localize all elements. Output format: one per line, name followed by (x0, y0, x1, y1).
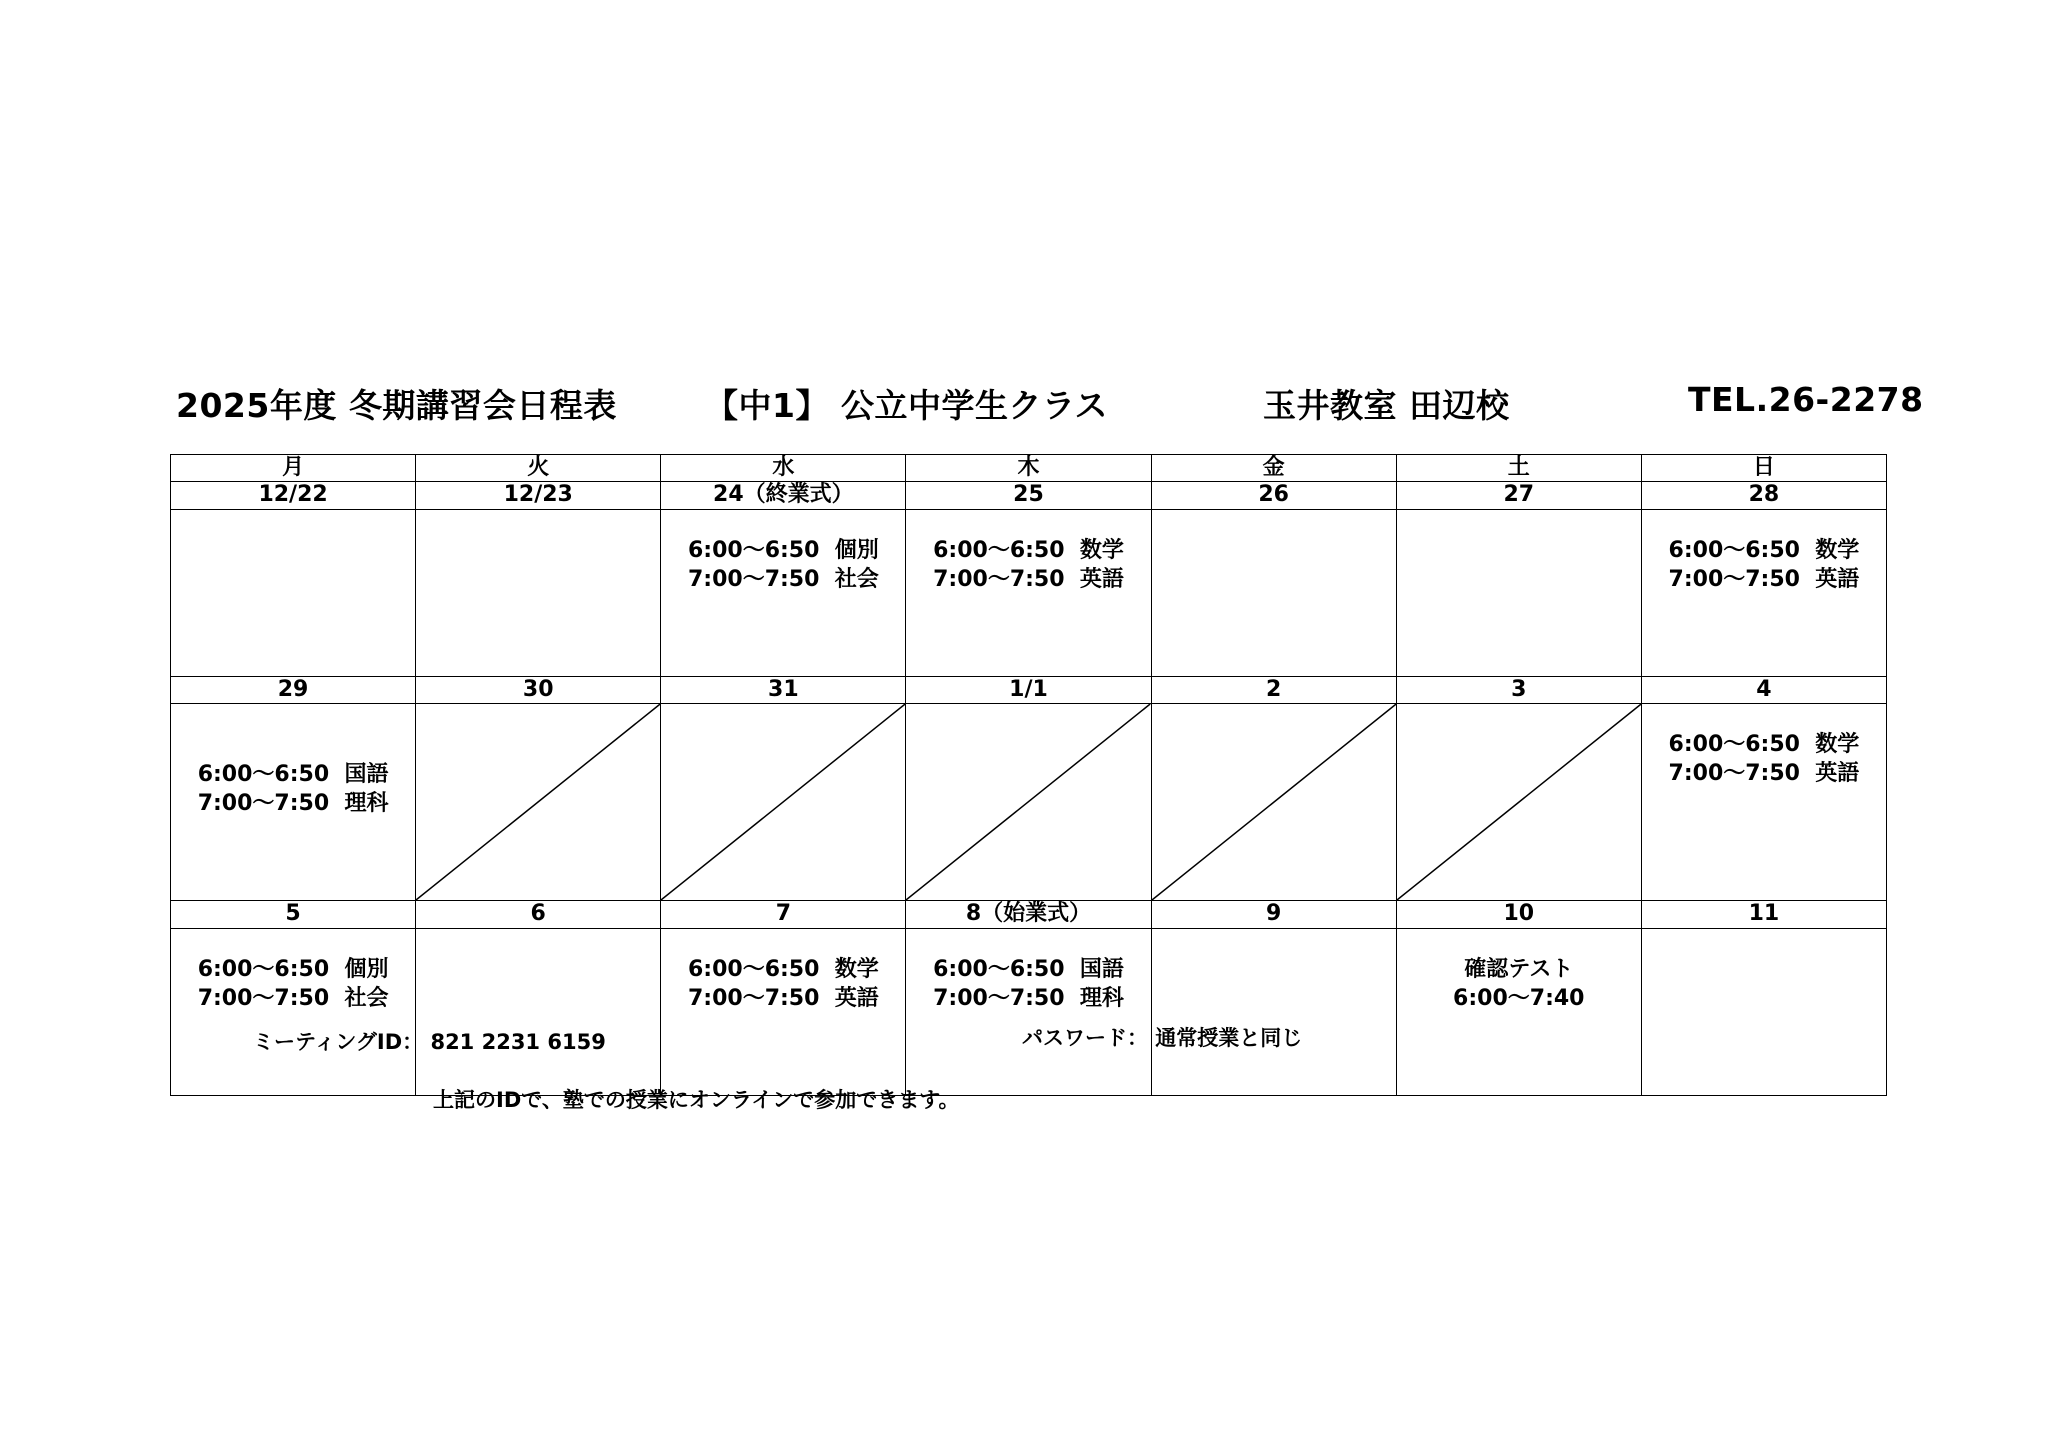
date-cell: 10 (1396, 901, 1641, 928)
lesson-line: 6:00～6:50 個別 (197, 956, 389, 982)
weekday-header-cell: 水 (661, 455, 906, 482)
date-cell: 11 (1641, 901, 1886, 928)
weekday-header-cell: 日 (1641, 455, 1886, 482)
date-cell: 2 (1151, 676, 1396, 703)
test-info (1453, 955, 1584, 1013)
lesson-row (171, 509, 1887, 676)
lesson-cell (906, 509, 1151, 676)
password-note: パスワード： 通常授業と同じ (1022, 1026, 1303, 1050)
lesson-line: 7:00～7:50 英語 (933, 566, 1124, 592)
class-name: 【中1】 公立中学生クラス (705, 386, 1108, 425)
schedule-title: 2025年度 冬期講習会日程表 (176, 386, 617, 425)
date-row (171, 676, 1887, 703)
lesson-times (198, 760, 389, 818)
lesson-times (198, 955, 389, 1013)
lesson-cell (416, 928, 661, 1095)
date-cell: 26 (1151, 482, 1396, 509)
lesson-times (688, 536, 879, 594)
date-row (171, 482, 1887, 509)
lesson-times (933, 536, 1124, 594)
lesson-cell (416, 509, 661, 676)
date-cell: 27 (1396, 482, 1641, 509)
weekday-header-cell: 月 (171, 455, 416, 482)
date-cell: 1/1 (906, 676, 1151, 703)
date-row (171, 901, 1887, 928)
date-cell: 28 (1641, 482, 1886, 509)
lesson-line: 7:00～7:50 英語 (687, 985, 879, 1011)
lesson-cell (1396, 509, 1641, 676)
lesson-line: 6:00～6:50 数学 (1668, 732, 1860, 758)
lesson-cell (1151, 928, 1396, 1095)
lesson-cell (1641, 509, 1886, 676)
weekday-header-cell: 木 (906, 455, 1151, 482)
date-cell: 12/22 (171, 482, 416, 509)
lesson-line: 7:00～7:50 社会 (197, 985, 389, 1011)
closed-slash-icon (416, 704, 660, 900)
lesson-line: 7:00～7:50 社会 (687, 566, 879, 592)
date-cell: 25 (906, 482, 1151, 509)
lesson-line: 7:00～7:50 理科 (933, 985, 1124, 1011)
weekday-header-cell: 金 (1151, 455, 1396, 482)
closed-slash-icon (1152, 704, 1396, 900)
lesson-cell (1641, 704, 1886, 901)
closed-slash-icon (661, 704, 905, 900)
lesson-line: 7:00～7:50 理科 (197, 791, 389, 817)
lesson-cell (1396, 928, 1641, 1095)
lesson-line: 7:00～7:50 英語 (1668, 761, 1860, 787)
closed-day-cell (1396, 704, 1641, 901)
lesson-line: 6:00～6:50 国語 (197, 762, 389, 788)
online-class-note: 上記のIDで、塾での授業にオンラインで参加できます。 (433, 1088, 960, 1112)
closed-day-cell (661, 704, 906, 901)
date-cell: 24（終業式） (661, 482, 906, 509)
lesson-cell (1151, 509, 1396, 676)
lesson-line: 6:00～6:50 数学 (1668, 537, 1860, 563)
lesson-cell (661, 928, 906, 1095)
date-cell: 5 (171, 901, 416, 928)
closed-day-cell (416, 704, 661, 901)
lesson-cell (171, 704, 416, 901)
schedule-table (170, 454, 1887, 1096)
telephone-number: TEL.26-2278 (1688, 380, 1924, 419)
lesson-times (933, 955, 1124, 1013)
lesson-cell (661, 509, 906, 676)
weekday-header-cell: 火 (416, 455, 661, 482)
date-cell: 29 (171, 676, 416, 703)
lesson-line: 6:00～6:50 数学 (687, 956, 879, 982)
lesson-row (171, 928, 1887, 1095)
date-cell: 3 (1396, 676, 1641, 703)
lesson-times (1669, 730, 1860, 788)
lesson-row (171, 704, 1887, 901)
weekday-header-cell: 土 (1396, 455, 1641, 482)
date-cell: 4 (1641, 676, 1886, 703)
closed-day-cell (1151, 704, 1396, 901)
date-cell: 8（始業式） (906, 901, 1151, 928)
date-cell: 31 (661, 676, 906, 703)
date-cell: 12/23 (416, 482, 661, 509)
lesson-cell (171, 509, 416, 676)
closed-day-cell (906, 704, 1151, 901)
lesson-line: 確認テスト (1464, 956, 1574, 982)
lesson-cell (1641, 928, 1886, 1095)
lesson-cell (906, 928, 1151, 1095)
date-cell: 7 (661, 901, 906, 928)
closed-slash-icon (906, 704, 1150, 900)
weekday-header-row (171, 455, 1887, 482)
date-cell: 6 (416, 901, 661, 928)
date-cell: 9 (1151, 901, 1396, 928)
lesson-line: 6:00～6:50 数学 (933, 537, 1124, 563)
school-name: 玉井教室 田辺校 (1263, 386, 1510, 425)
meeting-id: ミーティングID： 821 2231 6159 (253, 1030, 606, 1054)
lesson-times (688, 955, 879, 1013)
lesson-times (1669, 536, 1860, 594)
lesson-line: 7:00～7:50 英語 (1668, 566, 1860, 592)
date-cell: 30 (416, 676, 661, 703)
lesson-line: 6:00～7:40 (1453, 985, 1585, 1011)
closed-slash-icon (1397, 704, 1641, 900)
lesson-cell (171, 928, 416, 1095)
lesson-line: 6:00～6:50 個別 (687, 537, 879, 563)
lesson-line: 6:00～6:50 国語 (933, 956, 1124, 982)
